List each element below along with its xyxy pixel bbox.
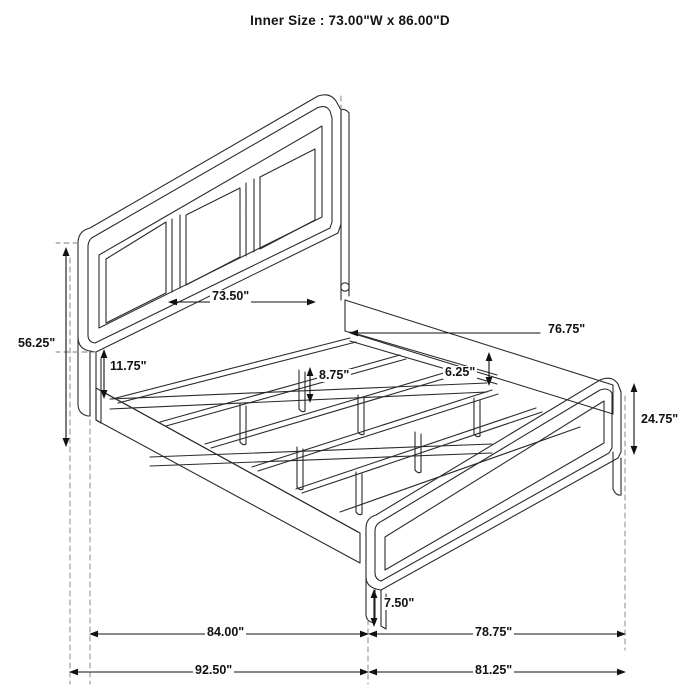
dimension-label-headboard-lower-rail: 11.75": [110, 359, 147, 373]
dimension-label-center-support: 6.25": [445, 365, 476, 379]
dimension-label-footboard-height: 24.75": [641, 412, 679, 426]
page-title: Inner Size : 73.00"W x 86.00"D: [250, 13, 450, 28]
dimension-label-side-rail-length: 84.00": [207, 625, 245, 639]
dimension-label-slat-height: 8.75": [319, 368, 350, 382]
dimension-label-overall-height: 56.25": [18, 336, 56, 350]
dimension-label-rail-inner-depth: 76.75": [548, 322, 586, 336]
dimension-label-overall-width: 81.25": [475, 663, 513, 677]
dimension-label-footboard-width: 78.75": [475, 625, 513, 639]
dimension-label-headboard-width: 73.50": [212, 289, 250, 303]
dimension-label-overall-length: 92.50": [195, 663, 233, 677]
dimension-label-clearance: 7.50": [384, 596, 415, 610]
